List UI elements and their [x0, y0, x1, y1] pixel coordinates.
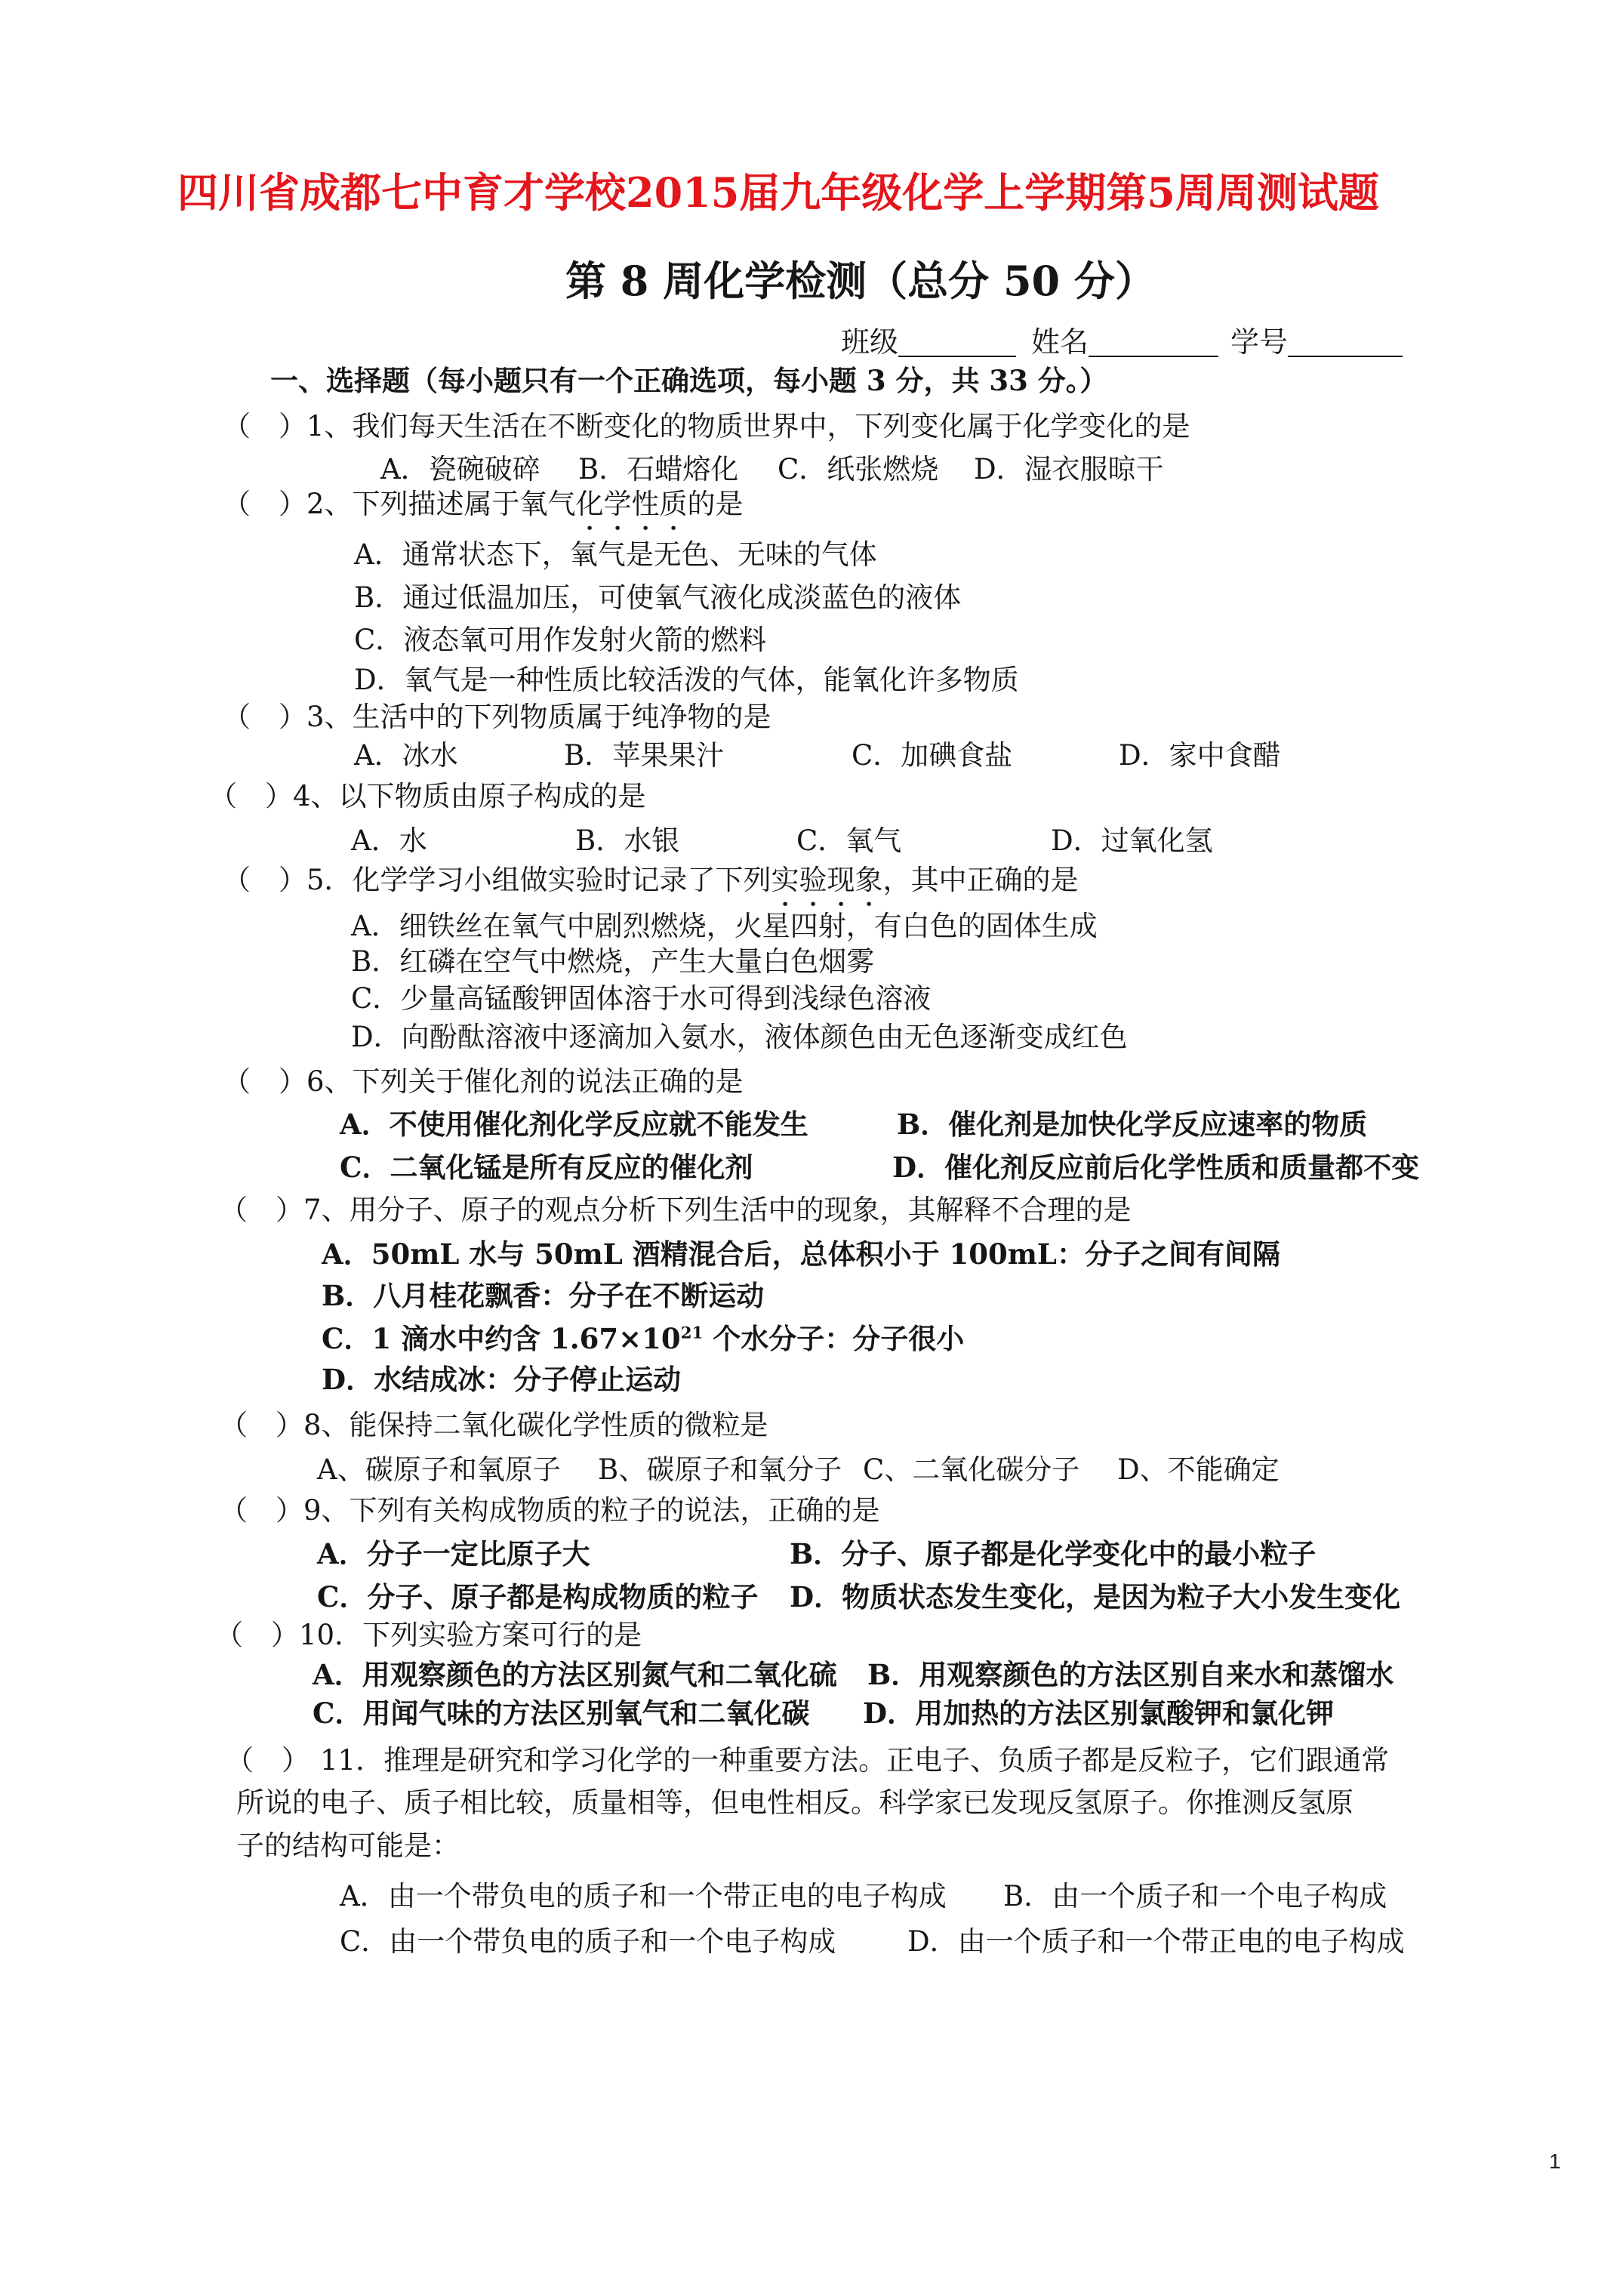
q4-option-c: C．氧气: [796, 824, 902, 857]
q3-option-b: B．苹果果汁: [564, 739, 725, 772]
class-label: 班级: [841, 325, 899, 359]
q11-option-b: B．由一个质子和一个电子构成: [1003, 1880, 1387, 1912]
question-stem: 下列实验方案可行的是: [362, 1619, 642, 1651]
question-number: 7、: [303, 1194, 350, 1226]
answer-bracket: （ ）: [223, 1065, 306, 1098]
q4-option-d: D．过氧化氢: [1051, 824, 1213, 857]
question-stem-end: 的是: [687, 488, 744, 520]
option-text: C．1 滴水中约含 1.67×10: [322, 1322, 681, 1355]
question-stem: 下列有关构成物质的粒子的说法，正确的是: [349, 1494, 880, 1527]
section-title: 一、选择题（每小题只有一个正确选项，每小题 3 分，共 33 分。）: [270, 364, 1108, 397]
answer-bracket: （ ）: [220, 1494, 303, 1527]
name-blank: [1089, 331, 1218, 357]
q10-option-c: C．用闻气味的方法区别氧气和二氧化碳: [313, 1697, 810, 1730]
question-2: [223, 488, 744, 537]
q9-option-d: D．物质状态发生变化，是因为粒子大小发生变化: [790, 1580, 1401, 1613]
test-subtitle: 第 8 周化学检测（总分 50 分）: [565, 257, 1156, 305]
q7-option-b: B．八月桂花飘香：分子在不断运动: [322, 1279, 765, 1312]
q5-option-d: D．向酚酞溶液中逐滴加入氨水，液体颜色由无色逐渐变成红色: [351, 1021, 1128, 1053]
q7-option-a: A．50mL 水与 50mL 酒精混合后，总体积小于 100mL：分子之间有间隔: [322, 1237, 1280, 1271]
name-label: 姓名: [1031, 325, 1089, 359]
question-stem: 下列关于催化剂的说法正确的是: [352, 1065, 744, 1098]
q8-option-c: C、二氧化碳分子: [863, 1453, 1080, 1486]
q8-option-d: D、不能确定: [1117, 1453, 1280, 1486]
q11-option-a: A．由一个带负电的质子和一个带正电的电子构成: [340, 1880, 947, 1912]
student-number-blank: [1288, 331, 1403, 357]
q9-option-c: C．分子、原子都是构成物质的粒子: [317, 1580, 759, 1613]
question-number: 1、: [306, 410, 353, 442]
q2-option-a: A．通常状态下，氧气是无色、无味的气体: [354, 538, 877, 571]
answer-bracket: （ ）: [223, 410, 306, 442]
question-stem: 化学学习小组做实验时记录了下列: [352, 864, 771, 896]
q6-option-c: C．二氧化锰是所有反应的催化剂: [340, 1151, 753, 1184]
question-stem: 下列描述属于氧气: [352, 488, 576, 520]
question-stem-end: ，其中正确的是: [882, 864, 1079, 896]
option-text-end: 个水分子：分子很小: [703, 1322, 965, 1355]
question-stem: 生活中的下列物质属于纯净物的是: [352, 701, 771, 733]
question-number: 5．: [306, 864, 353, 896]
q5-option-a: A．细铁丝在氧气中剧烈燃烧，火星四射，有白色的固体生成: [351, 910, 1098, 942]
student-info: [841, 327, 1403, 357]
q6-option-a: A．不使用催化剂化学反应就不能发生: [340, 1108, 808, 1141]
q11-option-c: C．由一个带负电的质子和一个电子构成: [340, 1925, 836, 1958]
q8-option-b: B、碳原子和氧分子: [598, 1453, 842, 1486]
question-number: 6、: [306, 1065, 353, 1098]
answer-bracket: （ ）: [215, 1619, 299, 1651]
student-number-label: 学号: [1230, 325, 1289, 359]
q10-option-b: B．用观察颜色的方法区别自来水和蒸馏水: [867, 1658, 1394, 1691]
question-stem: 以下物质由原子构成的是: [338, 780, 646, 812]
answer-bracket: （ ）: [223, 488, 306, 520]
answer-bracket: （ ）: [223, 701, 306, 733]
answer-bracket: （ ）: [220, 1409, 303, 1441]
q6-option-b: B．催化剂是加快化学反应速率的物质: [897, 1108, 1368, 1141]
q5-option-c: C．少量高锰酸钾固体溶于水可得到浅绿色溶液: [351, 982, 932, 1015]
q3-option-c: C．加碘食盐: [852, 739, 1013, 772]
question-5: [223, 864, 1079, 913]
question-number: 3、: [306, 701, 353, 733]
q2-option-d: D．氧气是一种性质比较活泼的气体，能氧化许多物质: [354, 664, 1019, 696]
question-number: 9、: [303, 1494, 350, 1527]
q2-option-b: B．通过低温加压，可使氧气液化成淡蓝色的液体: [354, 581, 962, 614]
q1-option-b: B．石蜡熔化: [578, 453, 739, 485]
question-number: 4、: [293, 780, 339, 812]
question-7: [220, 1196, 1132, 1225]
question-9: [220, 1496, 880, 1525]
q7-option-c: [322, 1324, 964, 1353]
q4-option-a: A．水: [351, 824, 427, 857]
question-11: [226, 1746, 1389, 1775]
q3-option-a: A．冰水: [354, 739, 458, 772]
question-stem-line-2: 所说的电子、质子相比较，质量相等，但电性相反。科学家已发现反氢原子。你推测反氢原: [236, 1786, 1354, 1819]
question-6: [223, 1065, 744, 1098]
answer-bracket: （ ）: [223, 864, 306, 896]
question-8: [220, 1411, 768, 1440]
class-blank: [898, 331, 1016, 357]
question-stem: 我们每天生活在不断变化的物质世界中，下列变化属于化学变化的是: [352, 410, 1190, 442]
question-stem: 能保持二氧化碳化学性质的微粒是: [349, 1409, 768, 1441]
q1-option-a: A．瓷碗破碎: [380, 453, 540, 485]
question-number: 8、: [303, 1409, 350, 1441]
emphasized-text: 化学性质: [575, 488, 688, 520]
q4-option-b: B．水银: [575, 824, 680, 857]
question-10: [215, 1621, 642, 1650]
q10-option-a: A．用观察颜色的方法区别氮气和二氧化硫: [313, 1658, 837, 1691]
question-4: [209, 782, 646, 811]
q8-option-a: A、碳原子和氧原子: [317, 1453, 561, 1486]
answer-bracket: （ ）: [209, 780, 293, 812]
question-stem-line-1: 推理是研究和学习化学的一种重要方法。正电子、负质子都是反粒子，它们跟通常: [383, 1744, 1390, 1777]
q5-option-b: B．红磷在空气中燃烧，产生大量白色烟雾: [351, 945, 875, 978]
q9-option-a: A．分子一定比原子大: [317, 1537, 590, 1570]
exponent: 21: [680, 1324, 704, 1343]
q2-option-c: C．液态氧可用作发射火箭的燃料: [354, 624, 767, 656]
answer-bracket: （ ）: [226, 1744, 310, 1777]
q1-option-c: C．纸张燃烧: [778, 453, 939, 485]
q3-option-d: D．家中食醋: [1119, 739, 1281, 772]
q10-option-d: D．用加热的方法区别氯酸钾和氯化钾: [863, 1697, 1335, 1730]
question-3: [223, 703, 771, 732]
question-stem: 用分子、原子的观点分析下列生活中的现象，其解释不合理的是: [349, 1194, 1132, 1226]
question-1: [223, 412, 1190, 441]
q7-option-d: D．水结成冰：分子停止运动: [322, 1363, 682, 1396]
q1-option-d: D．湿衣服晾干: [974, 453, 1164, 485]
q6-option-d: D．催化剂反应前后化学性质和质量都不变: [892, 1151, 1420, 1184]
question-stem-line-3: 子的结构可能是：: [236, 1829, 460, 1862]
q11-option-d: D．由一个质子和一个带正电的电子构成: [907, 1925, 1405, 1958]
emphasized-text: 实验现象: [771, 864, 883, 896]
q9-option-b: B．分子、原子都是化学变化中的最小粒子: [790, 1537, 1317, 1570]
answer-bracket: （ ）: [220, 1194, 303, 1226]
document-title: 四川省成都七中育才学校2015届九年级化学上学期第5周周测试题: [177, 168, 1379, 217]
question-number: 11．: [320, 1744, 384, 1777]
question-number: 2、: [306, 488, 353, 520]
question-number: 10．: [299, 1619, 363, 1651]
page-number: 1: [1549, 2150, 1561, 2173]
